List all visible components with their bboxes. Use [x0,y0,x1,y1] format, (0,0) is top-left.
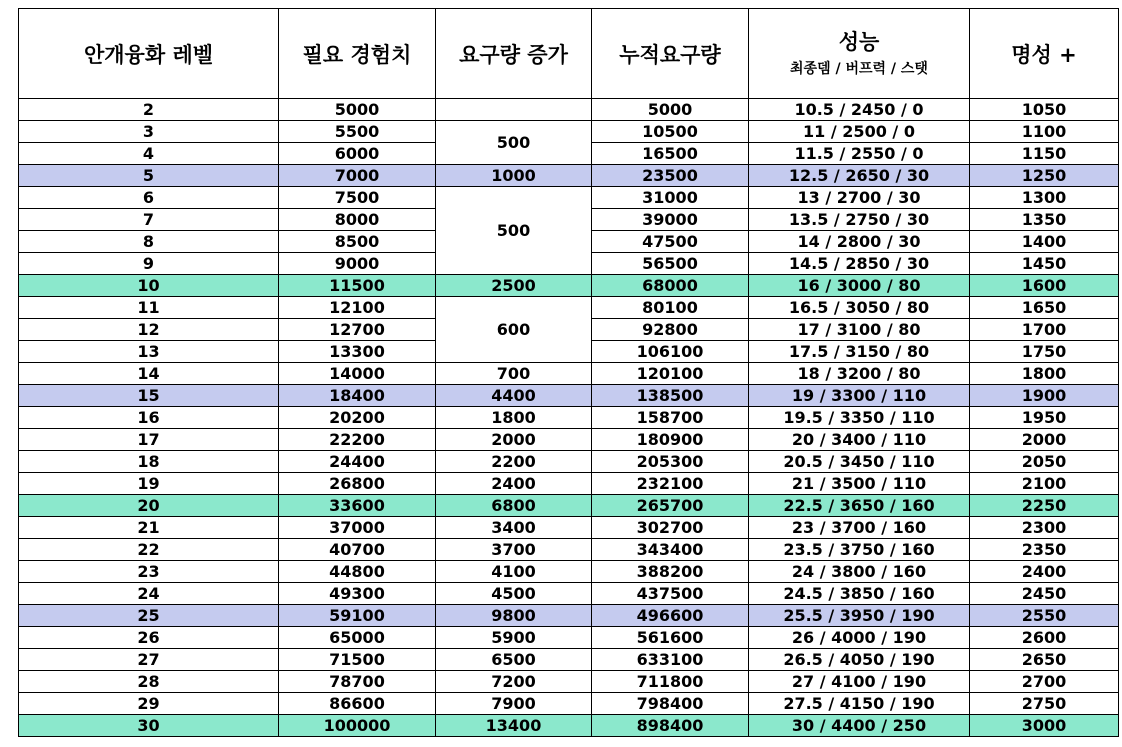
requirement-increase-cell: 4400 [436,385,592,407]
level-cell: 18 [19,451,279,473]
level-cell: 7 [19,209,279,231]
performance-cell: 13 / 2700 / 30 [749,187,970,209]
level-cell: 14 [19,363,279,385]
performance-cell: 23.5 / 3750 / 160 [749,539,970,561]
requirement-increase-cell: 7900 [436,693,592,715]
table-row [19,165,1119,187]
cumulative-requirement-cell: 23500 [592,165,749,187]
cumulative-requirement-cell: 56500 [592,253,749,275]
level-cell: 29 [19,693,279,715]
performance-cell: 13.5 / 2750 / 30 [749,209,970,231]
cumulative-requirement-cell: 798400 [592,693,749,715]
level-cell: 28 [19,671,279,693]
performance-cell: 10.5 / 2450 / 0 [749,99,970,121]
table-row [19,627,1119,649]
performance-cell: 14 / 2800 / 30 [749,231,970,253]
performance-cell: 18 / 3200 / 80 [749,363,970,385]
required-exp-cell: 26800 [279,473,436,495]
required-exp-cell: 40700 [279,539,436,561]
cumulative-requirement-cell: 302700 [592,517,749,539]
fame-bonus-cell: 2750 [970,693,1119,715]
level-cell: 3 [19,121,279,143]
performance-cell: 21 / 3500 / 110 [749,473,970,495]
performance-cell: 25.5 / 3950 / 190 [749,605,970,627]
table-row [19,275,1119,297]
level-cell: 8 [19,231,279,253]
performance-cell: 22.5 / 3650 / 160 [749,495,970,517]
level-cell: 5 [19,165,279,187]
required-exp-cell: 86600 [279,693,436,715]
fame-bonus-cell: 2300 [970,517,1119,539]
level-cell: 30 [19,715,279,737]
required-exp-cell: 49300 [279,583,436,605]
performance-cell: 20.5 / 3450 / 110 [749,451,970,473]
header-required-exp: 필요 경험치 [279,9,436,99]
requirement-increase-cell: 7200 [436,671,592,693]
requirement-increase-cell: 500 [436,121,592,165]
fog-fusion-level-table [18,8,1119,737]
cumulative-requirement-cell: 561600 [592,627,749,649]
cumulative-requirement-cell: 180900 [592,429,749,451]
cumulative-requirement-cell: 343400 [592,539,749,561]
requirement-increase-cell: 500 [436,187,592,275]
header-performance-subtitle: 최종뎀 / 버프력 / 스탯 [790,60,928,77]
fame-bonus-cell: 1400 [970,231,1119,253]
cumulative-requirement-cell: 47500 [592,231,749,253]
table-row [19,561,1119,583]
fame-bonus-cell: 1900 [970,385,1119,407]
level-cell: 24 [19,583,279,605]
table-row [19,297,1119,319]
table-row [19,539,1119,561]
table-row [19,187,1119,209]
requirement-increase-cell: 6800 [436,495,592,517]
table-row [19,671,1119,693]
required-exp-cell: 14000 [279,363,436,385]
fame-bonus-cell: 1250 [970,165,1119,187]
performance-cell: 16 / 3000 / 80 [749,275,970,297]
header-fame-bonus: 명성 + [970,9,1119,99]
fame-bonus-cell: 1800 [970,363,1119,385]
level-cell: 12 [19,319,279,341]
table-row [19,583,1119,605]
cumulative-requirement-cell: 106100 [592,341,749,363]
fame-bonus-cell: 2100 [970,473,1119,495]
table-row [19,121,1119,143]
required-exp-cell: 59100 [279,605,436,627]
header-row [19,9,1119,99]
required-exp-cell: 24400 [279,451,436,473]
level-cell: 15 [19,385,279,407]
level-cell: 26 [19,627,279,649]
requirement-increase-cell [436,99,592,121]
table-row [19,429,1119,451]
table-body [19,99,1119,737]
requirement-increase-cell: 600 [436,297,592,363]
cumulative-requirement-cell: 496600 [592,605,749,627]
required-exp-cell: 5000 [279,99,436,121]
cumulative-requirement-cell: 138500 [592,385,749,407]
required-exp-cell: 37000 [279,517,436,539]
fame-bonus-cell: 2000 [970,429,1119,451]
level-cell: 13 [19,341,279,363]
cumulative-requirement-cell: 92800 [592,319,749,341]
fame-bonus-cell: 1150 [970,143,1119,165]
required-exp-cell: 7000 [279,165,436,187]
table-row [19,495,1119,517]
cumulative-requirement-cell: 232100 [592,473,749,495]
performance-cell: 17.5 / 3150 / 80 [749,341,970,363]
performance-cell: 11 / 2500 / 0 [749,121,970,143]
fame-bonus-cell: 1450 [970,253,1119,275]
fame-bonus-cell: 2700 [970,671,1119,693]
fame-bonus-cell: 2600 [970,627,1119,649]
performance-cell: 24 / 3800 / 160 [749,561,970,583]
performance-cell: 26.5 / 4050 / 190 [749,649,970,671]
level-cell: 21 [19,517,279,539]
level-cell: 4 [19,143,279,165]
fame-bonus-cell: 1350 [970,209,1119,231]
requirement-increase-cell: 1800 [436,407,592,429]
table-row [19,517,1119,539]
level-cell: 19 [19,473,279,495]
header-performance-title: 성능 [838,29,880,54]
level-cell: 9 [19,253,279,275]
fame-bonus-cell: 2400 [970,561,1119,583]
cumulative-requirement-cell: 10500 [592,121,749,143]
required-exp-cell: 71500 [279,649,436,671]
level-cell: 11 [19,297,279,319]
fame-bonus-cell: 2350 [970,539,1119,561]
performance-cell: 26 / 4000 / 190 [749,627,970,649]
level-cell: 6 [19,187,279,209]
fame-bonus-cell: 1600 [970,275,1119,297]
requirement-increase-cell: 700 [436,363,592,385]
table-row [19,715,1119,737]
level-cell: 22 [19,539,279,561]
performance-cell: 20 / 3400 / 110 [749,429,970,451]
performance-cell: 27.5 / 4150 / 190 [749,693,970,715]
fame-bonus-cell: 2550 [970,605,1119,627]
header-level: 안개융화 레벨 [19,9,279,99]
required-exp-cell: 44800 [279,561,436,583]
level-cell: 10 [19,275,279,297]
table-row [19,363,1119,385]
table-row [19,605,1119,627]
cumulative-requirement-cell: 437500 [592,583,749,605]
required-exp-cell: 33600 [279,495,436,517]
required-exp-cell: 22200 [279,429,436,451]
fame-bonus-cell: 1700 [970,319,1119,341]
requirement-increase-cell: 13400 [436,715,592,737]
requirement-increase-cell: 3700 [436,539,592,561]
required-exp-cell: 8000 [279,209,436,231]
cumulative-requirement-cell: 120100 [592,363,749,385]
cumulative-requirement-cell: 68000 [592,275,749,297]
table-row [19,385,1119,407]
cumulative-requirement-cell: 5000 [592,99,749,121]
cumulative-requirement-cell: 80100 [592,297,749,319]
required-exp-cell: 7500 [279,187,436,209]
table-row [19,451,1119,473]
fame-bonus-cell: 1950 [970,407,1119,429]
table-row [19,693,1119,715]
fame-bonus-cell: 2450 [970,583,1119,605]
performance-cell: 23 / 3700 / 160 [749,517,970,539]
table-row [19,473,1119,495]
performance-cell: 11.5 / 2550 / 0 [749,143,970,165]
performance-cell: 16.5 / 3050 / 80 [749,297,970,319]
performance-cell: 19.5 / 3350 / 110 [749,407,970,429]
header-requirement-increase: 요구량 증가 [436,9,592,99]
table-row [19,99,1119,121]
cumulative-requirement-cell: 39000 [592,209,749,231]
performance-cell: 19 / 3300 / 110 [749,385,970,407]
level-cell: 23 [19,561,279,583]
fame-bonus-cell: 3000 [970,715,1119,737]
header-performance [749,9,970,99]
required-exp-cell: 12100 [279,297,436,319]
fame-bonus-cell: 1100 [970,121,1119,143]
requirement-increase-cell: 4100 [436,561,592,583]
required-exp-cell: 5500 [279,121,436,143]
required-exp-cell: 20200 [279,407,436,429]
level-cell: 17 [19,429,279,451]
requirement-increase-cell: 2000 [436,429,592,451]
cumulative-requirement-cell: 205300 [592,451,749,473]
requirement-increase-cell: 2500 [436,275,592,297]
performance-cell: 30 / 4400 / 250 [749,715,970,737]
requirement-increase-cell: 2200 [436,451,592,473]
required-exp-cell: 18400 [279,385,436,407]
header-cumulative-requirement: 누적요구량 [592,9,749,99]
cumulative-requirement-cell: 711800 [592,671,749,693]
fame-bonus-cell: 2050 [970,451,1119,473]
requirement-increase-cell: 3400 [436,517,592,539]
cumulative-requirement-cell: 633100 [592,649,749,671]
level-cell: 16 [19,407,279,429]
level-cell: 25 [19,605,279,627]
fame-bonus-cell: 1650 [970,297,1119,319]
level-cell: 2 [19,99,279,121]
required-exp-cell: 6000 [279,143,436,165]
performance-cell: 17 / 3100 / 80 [749,319,970,341]
required-exp-cell: 13300 [279,341,436,363]
cumulative-requirement-cell: 898400 [592,715,749,737]
cumulative-requirement-cell: 388200 [592,561,749,583]
required-exp-cell: 100000 [279,715,436,737]
table-row [19,407,1119,429]
requirement-increase-cell: 6500 [436,649,592,671]
performance-cell: 14.5 / 2850 / 30 [749,253,970,275]
performance-cell: 12.5 / 2650 / 30 [749,165,970,187]
cumulative-requirement-cell: 265700 [592,495,749,517]
requirement-increase-cell: 9800 [436,605,592,627]
table-row [19,649,1119,671]
required-exp-cell: 9000 [279,253,436,275]
fame-bonus-cell: 2250 [970,495,1119,517]
required-exp-cell: 78700 [279,671,436,693]
required-exp-cell: 11500 [279,275,436,297]
performance-cell: 27 / 4100 / 190 [749,671,970,693]
fame-bonus-cell: 1300 [970,187,1119,209]
cumulative-requirement-cell: 31000 [592,187,749,209]
cumulative-requirement-cell: 16500 [592,143,749,165]
requirement-increase-cell: 2400 [436,473,592,495]
required-exp-cell: 8500 [279,231,436,253]
level-cell: 27 [19,649,279,671]
requirement-increase-cell: 5900 [436,627,592,649]
required-exp-cell: 65000 [279,627,436,649]
fame-bonus-cell: 1750 [970,341,1119,363]
fame-bonus-cell: 1050 [970,99,1119,121]
fame-bonus-cell: 2650 [970,649,1119,671]
requirement-increase-cell: 1000 [436,165,592,187]
requirement-increase-cell: 4500 [436,583,592,605]
required-exp-cell: 12700 [279,319,436,341]
level-cell: 20 [19,495,279,517]
cumulative-requirement-cell: 158700 [592,407,749,429]
performance-cell: 24.5 / 3850 / 160 [749,583,970,605]
